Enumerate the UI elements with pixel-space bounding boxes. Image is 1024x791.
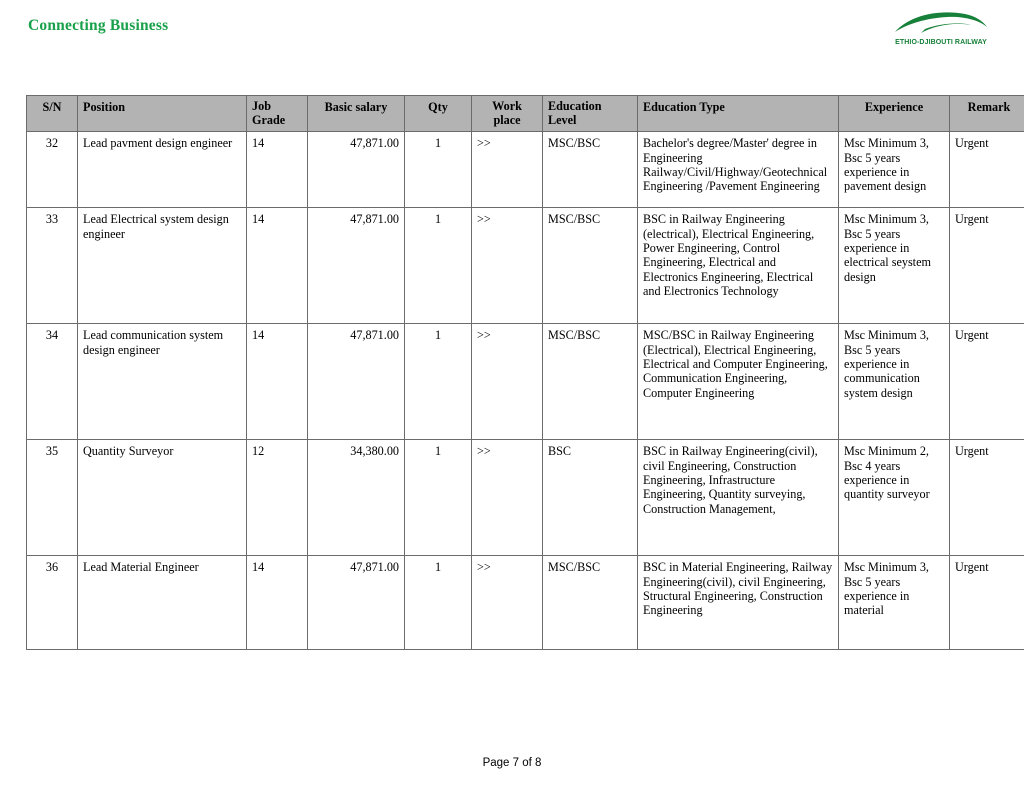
cell-position: Lead Electrical system design engineer: [78, 208, 247, 324]
cell-experience: Msc Minimum 3, Bsc 5 years experience in electrical seystem design: [839, 208, 950, 324]
header-job-grade-line2: Grade: [252, 112, 286, 127]
cell-qty: 1: [405, 208, 472, 324]
cell-position: Quantity Surveyor: [78, 440, 247, 556]
cell-position: Lead Material Engineer: [78, 556, 247, 650]
page-header: [0, 0, 1024, 72]
cell-education-level: MSC/BSC: [543, 132, 638, 208]
cell-remark: Urgent: [950, 132, 1024, 208]
cell-position: Lead pavment design engineer: [78, 132, 247, 208]
cell-work-place: >>: [472, 324, 543, 440]
cell-remark: Urgent: [950, 556, 1024, 650]
header-work-place-line2: place: [493, 112, 521, 127]
cell-education-type: BSC in Material Engineering, Railway Engineering(civil), civil Engineering, Structural Engineering, Construction Engineering: [638, 556, 839, 650]
cell-education-level: MSC/BSC: [543, 208, 638, 324]
table-row: [27, 556, 1024, 650]
cell-sn: 36: [27, 556, 78, 650]
header-position: Position: [78, 96, 247, 132]
cell-qty: 1: [405, 132, 472, 208]
railway-swoosh-icon: [891, 8, 991, 38]
cell-education-type: Bachelor's degree/Master' degree in Engineering Railway/Civil/Highway/Geotechnical Engineering /Pavement Engineering: [638, 132, 839, 208]
header-work-place-line1: Work: [492, 99, 522, 113]
table-row: [27, 440, 1024, 556]
cell-qty: 1: [405, 556, 472, 650]
cell-job-grade: 12: [247, 440, 308, 556]
cell-sn: 33: [27, 208, 78, 324]
header-remark: Remark: [950, 96, 1024, 132]
company-logo: [880, 8, 1002, 56]
header-sn: S/N: [27, 96, 78, 132]
cell-qty: 1: [405, 324, 472, 440]
table-row: [27, 132, 1024, 208]
logo-text: ETHIO-DJIBOUTI RAILWAY: [895, 39, 987, 46]
cell-basic-salary: 47,871.00: [308, 556, 405, 650]
cell-sn: 32: [27, 132, 78, 208]
header-qty: Qty: [405, 96, 472, 132]
page-number: Page 7 of 8: [482, 757, 542, 769]
header-education-level-line2: Level: [548, 112, 577, 127]
cell-education-type: BSC in Railway Engineering (electrical), Electrical Engineering, Power Engineering, Control Engineering, Electrical and Electronics Engineering, Electrical and Electronics Technology: [638, 208, 839, 324]
vacancy-table-container: [26, 95, 1011, 650]
cell-job-grade: 14: [247, 132, 308, 208]
cell-job-grade: 14: [247, 556, 308, 650]
header-education-level-line1: Education: [548, 99, 602, 113]
cell-sn: 35: [27, 440, 78, 556]
cell-education-level: BSC: [543, 440, 638, 556]
cell-job-grade: 14: [247, 208, 308, 324]
table-row: [27, 208, 1024, 324]
cell-remark: Urgent: [950, 324, 1024, 440]
vacancy-table: [26, 95, 1024, 650]
table-body: [27, 132, 1024, 650]
cell-basic-salary: 34,380.00: [308, 440, 405, 556]
cell-experience: Msc Minimum 3, Bsc 5 years experience in pavement design: [839, 132, 950, 208]
cell-sn: 34: [27, 324, 78, 440]
table-row: [27, 324, 1024, 440]
cell-experience: Msc Minimum 3, Bsc 5 years experience in communication system design: [839, 324, 950, 440]
cell-remark: Urgent: [950, 208, 1024, 324]
cell-basic-salary: 47,871.00: [308, 208, 405, 324]
header-experience: Experience: [839, 96, 950, 132]
cell-job-grade: 14: [247, 324, 308, 440]
page-footer: [0, 757, 1024, 769]
table-header-row: [27, 96, 1024, 132]
cell-experience: Msc Minimum 2, Bsc 4 years experience in quantity surveyor: [839, 440, 950, 556]
header-work-place: [472, 96, 543, 132]
cell-work-place: >>: [472, 440, 543, 556]
cell-basic-salary: 47,871.00: [308, 132, 405, 208]
header-job-grade: [247, 96, 308, 132]
cell-remark: Urgent: [950, 440, 1024, 556]
cell-work-place: >>: [472, 132, 543, 208]
brand-title: Connecting Business: [28, 17, 169, 34]
cell-position: Lead communication system design engineer: [78, 324, 247, 440]
cell-work-place: >>: [472, 556, 543, 650]
cell-work-place: >>: [472, 208, 543, 324]
cell-qty: 1: [405, 440, 472, 556]
cell-education-level: MSC/BSC: [543, 556, 638, 650]
cell-education-level: MSC/BSC: [543, 324, 638, 440]
cell-education-type: MSC/BSC in Railway Engineering (Electrical), Electrical Engineering, Electrical and Computer Engineering, Communication Engineering, Computer Engineering: [638, 324, 839, 440]
header-education-type: Education Type: [638, 96, 839, 132]
header-job-grade-line1: Job: [252, 99, 271, 113]
header-education-level: [543, 96, 638, 132]
header-basic-salary: Basic salary: [308, 96, 405, 132]
cell-experience: Msc Minimum 3, Bsc 5 years experience in material: [839, 556, 950, 650]
cell-basic-salary: 47,871.00: [308, 324, 405, 440]
cell-education-type: BSC in Railway Engineering(civil), civil Engineering, Construction Engineering, Infrastructure Engineering, Quantity surveying, Construction Management,: [638, 440, 839, 556]
